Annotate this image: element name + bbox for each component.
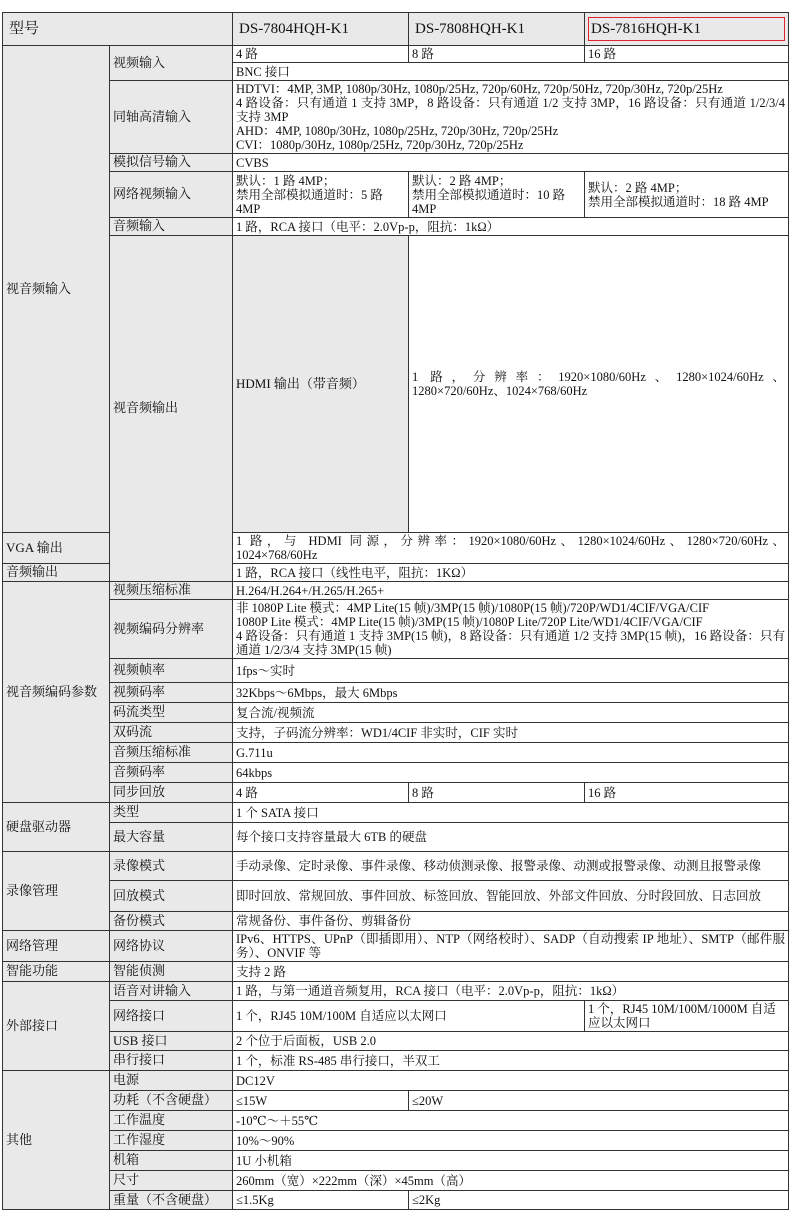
label-coax-hd: 同轴高清输入 xyxy=(110,81,233,154)
label-dimensions: 尺寸 xyxy=(110,1171,233,1191)
model-2: DS-7808HQH-K1 xyxy=(409,13,585,46)
label-chassis: 机箱 xyxy=(110,1151,233,1171)
video-input-count-2: 8 路 xyxy=(409,46,585,63)
video-compression-value: H.264/H.264+/H.265/H.265+ xyxy=(233,582,789,600)
resolution-line: 非 1080P Lite 模式：4MP Lite(15 帧)/3MP(15 帧)/1080P(15 帧)/720P/WD1/4CIF/VGA/CIF xyxy=(236,601,710,615)
header-row xyxy=(3,13,789,46)
ip-video-max: 禁用全部模拟通道时：10 路 4MP xyxy=(412,187,566,216)
spec-table xyxy=(2,12,789,1210)
label-network-port: 网络接口 xyxy=(110,1001,233,1032)
table-row xyxy=(3,783,789,803)
analog-input-value: CVBS xyxy=(233,154,789,172)
hdd-type-value: 1 个 SATA 接口 xyxy=(233,803,789,823)
sync-playback-count-3: 16 路 xyxy=(585,783,789,803)
coax-hd-line: HDTVI：4MP, 3MP, 1080p/30Hz, 1080p/25Hz, 720p/60Hz, 720p/50Hz, 720p/30Hz, 720p/25Hz xyxy=(236,82,723,96)
ip-video-default: 默认：1 路 4MP； xyxy=(236,173,336,188)
category-external: 外部接口 xyxy=(3,982,110,1071)
humidity-value: 10%～90% xyxy=(233,1131,789,1151)
label-video-input: 视频输入 xyxy=(110,46,233,81)
audio-bitrate-value: 64kbps xyxy=(233,763,789,783)
label-smart-detection: 智能侦测 xyxy=(110,962,233,982)
hdd-capacity-value: 每个接口支持容量最大 6TB 的硬盘 xyxy=(233,823,789,852)
resolution-line: 4 路设备：只有通道 1 支持 3MP(15 帧)，8 路设备：只有通道 1/2 支持 3MP(15 帧)，16 路设备：只有通道 1/2/3/4 支持 3MP(15 帧) xyxy=(236,629,786,657)
label-network-protocols: 网络协议 xyxy=(110,931,233,962)
label-humidity: 工作湿度 xyxy=(110,1131,233,1151)
audio-compression-value: G.711u xyxy=(233,743,789,763)
label-encoding-resolution: 视频编码分辨率 xyxy=(110,600,233,659)
table-row xyxy=(3,703,789,723)
video-input-count-3: 16 路 xyxy=(585,46,789,63)
label-consumption: 功耗（不含硬盘） xyxy=(110,1091,233,1111)
weight-value-4: ≤1.5Kg xyxy=(233,1191,409,1210)
label-record-mode: 录像模式 xyxy=(110,852,233,881)
category-network: 网络管理 xyxy=(3,931,110,962)
model-1: DS-7804HQH-K1 xyxy=(233,13,409,46)
chassis-value: 1U 小机箱 xyxy=(233,1151,789,1171)
sync-playback-count-1: 4 路 xyxy=(233,783,409,803)
category-av-input: 视音频输入 xyxy=(3,46,110,533)
table-row xyxy=(3,852,789,881)
table-row xyxy=(3,1001,789,1032)
table-row xyxy=(3,1191,789,1210)
table-row xyxy=(3,803,789,823)
label-audio-compression: 音频压缩标准 xyxy=(110,743,233,763)
consumption-value-8-16: ≤20W xyxy=(409,1091,789,1111)
category-encoding: 视音频编码参数 xyxy=(3,582,110,803)
backup-mode-value: 常规备份、事件备份、剪辑备份 xyxy=(233,912,789,931)
coax-hd-line: CVI：1080p/30Hz, 1080p/25Hz, 720p/30Hz, 720p/25Hz xyxy=(236,138,524,152)
serial-value: 1 个，标准 RS-485 串行接口，半双工 xyxy=(233,1051,789,1071)
audio-output-value: 1 路，RCA 接口（线性电平，阻抗：1KΩ） xyxy=(233,564,789,582)
video-input-interface: BNC 接口 xyxy=(233,63,789,81)
label-backup-mode: 备份模式 xyxy=(110,912,233,931)
ip-video-default: 默认：2 路 4MP； xyxy=(412,173,512,188)
label-weight: 重量（不含硬盘） xyxy=(110,1191,233,1210)
category-smart: 智能功能 xyxy=(3,962,110,982)
hdmi-value-4-8: 1 路，分辨率：1920×1080/60Hz、1280×1024/60Hz、1280×720/60Hz、1024×768/60Hz xyxy=(409,236,789,533)
frame-rate-value: 1fps～实时 xyxy=(233,659,789,683)
label-hdd-type: 类型 xyxy=(110,803,233,823)
table-row xyxy=(3,982,789,1001)
table-row xyxy=(3,582,789,600)
category-recording: 录像管理 xyxy=(3,852,110,931)
table-row xyxy=(3,172,789,218)
ip-video-max: 禁用全部模拟通道时：5 路 4MP xyxy=(236,187,383,216)
label-usb: USB 接口 xyxy=(110,1032,233,1051)
table-row xyxy=(3,962,789,982)
vga-value: 1 路，与 HDMI 同源，分辨率：1920×1080/60Hz、1280×1024/60Hz、1280×720/60Hz、1024×768/60Hz xyxy=(233,533,789,564)
label-playback-mode: 回放模式 xyxy=(110,881,233,912)
table-row xyxy=(3,659,789,683)
label-sync-playback: 同步回放 xyxy=(110,783,233,803)
table-row xyxy=(3,81,789,154)
label-serial: 串行接口 xyxy=(110,1051,233,1071)
coax-hd-line: AHD：4MP, 1080p/30Hz, 1080p/25Hz, 720p/30Hz, 720p/25Hz xyxy=(236,124,559,138)
ip-video-value-1 xyxy=(233,172,409,218)
smart-detection-value: 支持 2 路 xyxy=(233,962,789,982)
table-row xyxy=(3,763,789,783)
table-row xyxy=(3,931,789,962)
network-port-value-4-8: 1 个，RJ45 10M/100M 自适应以太网口 xyxy=(233,1001,585,1032)
table-row xyxy=(3,600,789,659)
ip-video-default: 默认：2 路 4MP； xyxy=(588,180,688,195)
label-frame-rate: 视频帧率 xyxy=(110,659,233,683)
table-row xyxy=(3,683,789,703)
table-row xyxy=(3,1091,789,1111)
table-row xyxy=(3,1051,789,1071)
label-bitrate: 视频码率 xyxy=(110,683,233,703)
dual-stream-value: 支持，子码流分辨率：WD1/4CIF 非实时，CIF 实时 xyxy=(233,723,789,743)
table-row xyxy=(3,1151,789,1171)
table-row xyxy=(3,823,789,852)
model-header-label: 型号 xyxy=(3,13,233,46)
record-mode-value: 手动录像、定时录像、事件录像、移动侦测录像、报警录像、动测或报警录像、动测且报警录像 xyxy=(233,852,789,881)
label-audio-input: 音频输入 xyxy=(110,218,233,236)
label-analog-input: 模拟信号输入 xyxy=(110,154,233,172)
audio-input-value: 1 路，RCA 接口（电平：2.0Vp-p，阻抗：1kΩ） xyxy=(233,218,789,236)
sync-playback-count-2: 8 路 xyxy=(409,783,585,803)
label-temperature: 工作温度 xyxy=(110,1111,233,1131)
label-dual-stream: 双码流 xyxy=(110,723,233,743)
table-row xyxy=(3,154,789,172)
ip-video-value-3 xyxy=(585,172,789,218)
resolution-line: 1080P Lite 模式：4MP Lite(15 帧)/3MP(15 帧)/1080P Lite/720P Lite/WD1/4CIF/VGA/CIF xyxy=(236,615,703,629)
label-stream-type: 码流类型 xyxy=(110,703,233,723)
encoding-resolution-value xyxy=(233,600,789,659)
label-video-compression: 视频压缩标准 xyxy=(110,582,233,600)
category-others: 其他 xyxy=(3,1071,110,1210)
network-port-value-16: 1 个，RJ45 10M/100M/1000M 自适应以太网口 xyxy=(585,1001,789,1032)
ip-video-value-2 xyxy=(409,172,585,218)
table-row xyxy=(3,723,789,743)
table-row xyxy=(3,743,789,763)
usb-value: 2 个位于后面板，USB 2.0 xyxy=(233,1032,789,1051)
bitrate-value: 32Kbps～6Mbps，最大 6Mbps xyxy=(233,683,789,703)
category-hdd: 硬盘驱动器 xyxy=(3,803,110,852)
table-row xyxy=(3,912,789,931)
table-row xyxy=(3,1071,789,1091)
table-row xyxy=(3,1111,789,1131)
model-3-highlighted xyxy=(585,13,789,46)
power-value: DC12V xyxy=(233,1071,789,1091)
table-row xyxy=(3,881,789,912)
coax-hd-line: 4 路设备：只有通道 1 支持 3MP，8 路设备：只有通道 1/2 支持 3MP，16 路设备：只有通道 1/2/3/4 支持 3MP xyxy=(236,96,786,124)
label-audio-output: 音频输出 xyxy=(3,564,110,582)
label-hdmi-output: HDMI 输出（带音频） xyxy=(233,236,409,533)
table-row xyxy=(3,1131,789,1151)
consumption-value-4: ≤15W xyxy=(233,1091,409,1111)
label-power: 电源 xyxy=(110,1071,233,1091)
dimensions-value: 260mm（宽）×222mm（深）×45mm（高） xyxy=(233,1171,789,1191)
video-input-count-1: 4 路 xyxy=(233,46,409,63)
ip-video-max: 禁用全部模拟通道时：18 路 4MP xyxy=(588,194,769,209)
label-hdd-capacity: 最大容量 xyxy=(110,823,233,852)
table-row xyxy=(3,1171,789,1191)
temperature-value: -10℃～＋55℃ xyxy=(233,1111,789,1131)
coax-hd-value xyxy=(233,81,789,154)
model-3: DS-7816HQH-K1 xyxy=(591,20,702,37)
intercom-value: 1 路，与第一通道音频复用，RCA 接口（电平：2.0Vp-p，阻抗：1kΩ） xyxy=(233,982,789,1001)
category-av-output: 视音频输出 xyxy=(110,236,233,582)
label-intercom: 语音对讲输入 xyxy=(110,982,233,1001)
table-row xyxy=(3,1032,789,1051)
table-row xyxy=(3,46,789,63)
weight-value-8-16: ≤2Kg xyxy=(409,1191,789,1210)
label-vga-output: VGA 输出 xyxy=(3,533,110,564)
label-audio-bitrate: 音频码率 xyxy=(110,763,233,783)
stream-type-value: 复合流/视频流 xyxy=(233,703,789,723)
label-ip-video-input: 网络视频输入 xyxy=(110,172,233,218)
network-protocols-value: IPv6、HTTPS、UPnP（即插即用）、NTP（网络校时）、SADP（自动搜索 IP 地址）、SMTP（邮件服务）、ONVIF 等 xyxy=(233,931,789,962)
table-row xyxy=(3,218,789,236)
playback-mode-value: 即时回放、常规回放、事件回放、标签回放、智能回放、外部文件回放、分时段回放、日志回放 xyxy=(233,881,789,912)
table-row xyxy=(3,236,789,533)
